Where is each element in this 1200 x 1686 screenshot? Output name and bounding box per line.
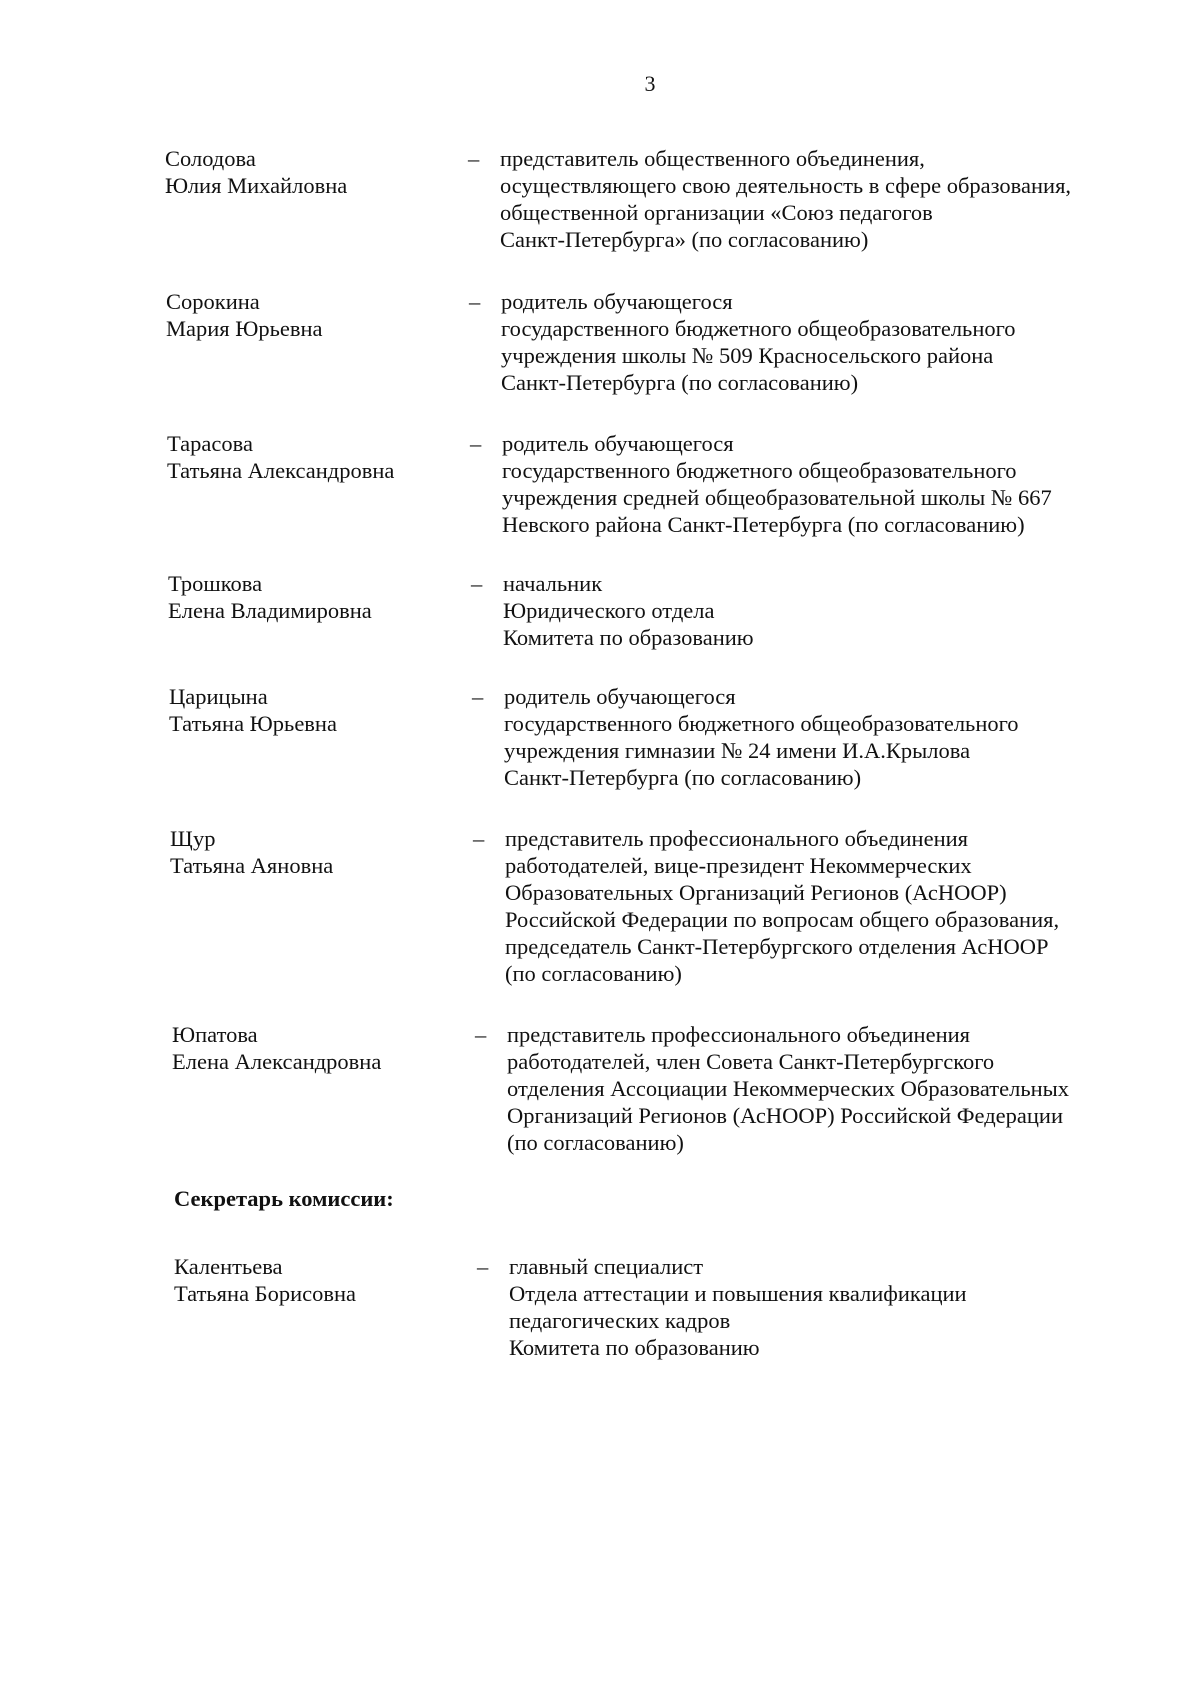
description-line: главный специалист xyxy=(509,1254,704,1279)
description-line: начальник xyxy=(503,571,603,596)
member-given-names: Татьяна Аяновна xyxy=(170,853,334,878)
dash-separator: – xyxy=(469,289,481,314)
member-description xyxy=(504,683,1164,791)
description-line: (по согласованию) xyxy=(507,1130,684,1155)
description-line: отделения Ассоциации Некоммерческих Образовательных xyxy=(507,1076,1070,1101)
description-line: общественной организации «Союз педагогов xyxy=(500,200,933,225)
member-name xyxy=(172,1021,472,1075)
description-line: представитель профессионального объединения xyxy=(505,826,968,851)
description-line: работодателей, член Совета Санкт-Петербургского xyxy=(507,1049,995,1074)
member-given-names: Елена Александровна xyxy=(172,1049,382,1074)
secretary-surname: Калентьева xyxy=(174,1254,283,1279)
member-given-names: Татьяна Александровна xyxy=(167,458,395,483)
description-line: учреждения средней общеобразовательной школы № 667 xyxy=(502,485,1052,510)
member-surname: Трошкова xyxy=(168,571,263,596)
dash-separator: – xyxy=(472,684,484,709)
member-given-names: Татьяна Юрьевна xyxy=(169,711,337,736)
dash-separator: – xyxy=(477,1254,489,1279)
member-description xyxy=(507,1021,1167,1156)
member-surname: Тарасова xyxy=(167,431,253,456)
secretary-name xyxy=(174,1253,474,1307)
description-line: Санкт-Петербурга (по согласованию) xyxy=(504,765,862,790)
description-line: Российской Федерации по вопросам общего образования, xyxy=(505,907,1060,932)
description-line: (по согласованию) xyxy=(505,961,682,986)
description-line: представитель профессионального объединения xyxy=(507,1022,970,1047)
description-line: родитель обучающегося xyxy=(502,431,734,456)
secretary-heading: Секретарь комиссии: xyxy=(174,1186,394,1211)
description-line: родитель обучающегося xyxy=(501,289,733,314)
description-line: представитель общественного объединения, xyxy=(500,146,925,171)
description-line: осуществляющего свою деятельность в сфере образования, xyxy=(500,173,1072,198)
description-line: учреждения школы № 509 Красносельского района xyxy=(501,343,994,368)
member-description xyxy=(501,288,1161,396)
member-name xyxy=(167,430,467,484)
description-line: Комитета по образованию xyxy=(503,625,754,650)
member-description xyxy=(502,430,1162,538)
description-line: педагогических кадров xyxy=(509,1308,731,1333)
description-line: государственного бюджетного общеобразовательного xyxy=(504,711,1019,736)
member-surname: Солодова xyxy=(165,146,256,171)
member-given-names: Елена Владимировна xyxy=(168,598,372,623)
member-description xyxy=(503,570,1163,651)
member-surname: Щур xyxy=(170,826,216,851)
member-surname: Сорокина xyxy=(166,289,260,314)
dash-separator: – xyxy=(475,1022,487,1047)
description-line: учреждения гимназии № 24 имени И.А.Крылова xyxy=(504,738,971,763)
member-name xyxy=(170,825,470,879)
description-line: Невского района Санкт-Петербурга (по согласованию) xyxy=(502,512,1025,537)
description-line: Комитета по образованию xyxy=(509,1335,760,1360)
description-line: Санкт-Петербурга (по согласованию) xyxy=(501,370,859,395)
description-line: государственного бюджетного общеобразовательного xyxy=(502,458,1017,483)
member-surname: Юпатова xyxy=(172,1022,258,1047)
dash-separator: – xyxy=(468,146,480,171)
dash-separator: – xyxy=(471,571,483,596)
member-name xyxy=(166,288,466,342)
member-description xyxy=(500,145,1160,253)
secretary-description xyxy=(509,1253,1169,1361)
member-given-names: Мария Юрьевна xyxy=(166,316,323,341)
secretary-given-names: Татьяна Борисовна xyxy=(174,1281,357,1306)
description-line: родитель обучающегося xyxy=(504,684,736,709)
description-line: председатель Санкт-Петербургского отделения АсНООР xyxy=(505,934,1049,959)
dash-separator: – xyxy=(473,826,485,851)
member-surname: Царицына xyxy=(169,684,268,709)
description-line: государственного бюджетного общеобразовательного xyxy=(501,316,1016,341)
member-given-names: Юлия Михайловна xyxy=(165,173,348,198)
description-line: Организаций Регионов (АсНООР) Российской Федерации xyxy=(507,1103,1063,1128)
member-name xyxy=(165,145,465,199)
member-description xyxy=(505,825,1165,987)
description-line: Санкт-Петербурга» (по согласованию) xyxy=(500,227,869,252)
description-line: Отдела аттестации и повышения квалификации xyxy=(509,1281,967,1306)
member-name xyxy=(168,570,468,624)
page-number: 3 xyxy=(644,71,656,96)
dash-separator: – xyxy=(470,431,482,456)
description-line: Образовательных Организаций Регионов (АсНООР) xyxy=(505,880,1007,905)
description-line: Юридического отдела xyxy=(503,598,715,623)
member-name xyxy=(169,683,469,737)
description-line: работодателей, вице-президент Некоммерческих xyxy=(505,853,972,878)
